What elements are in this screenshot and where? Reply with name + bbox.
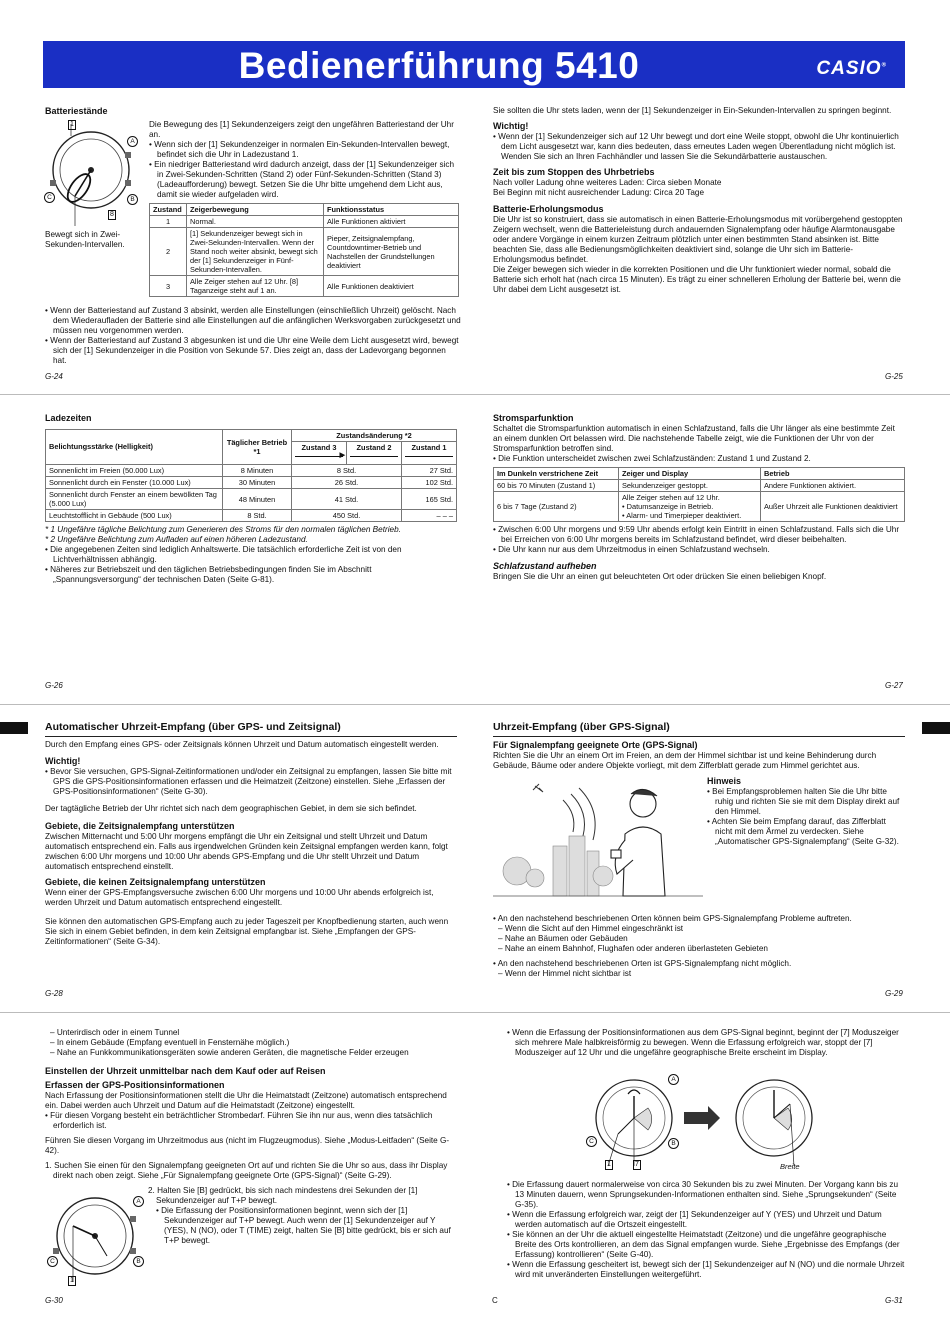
gps-problems: • An den nachstehend beschriebenen Orten können beim GPS-Signalempfang Probleme auftreten. – Wenn die Sicht auf den Himmel eingeschränkt ist – Nahe an Bäumen oder Gebäuden – Nahe an einem Bahnhof, Flughafen oder anderen überlasteten Gebieten • An den nachstehend beschriebenen Orten ist GPS-Signalempfang nicht möglich. – Wenn der Himmel nicht sichtbar ist	[493, 914, 852, 978]
table-row: Sonnenlicht durch Fenster an einem bewölkten Tag (5.000 Lux) 48 Minuten 41 Std. 165 Std.	[46, 489, 457, 510]
page-number-g26: G-26	[45, 681, 63, 690]
battery-heading: Batteriestände	[45, 106, 108, 116]
casio-logo: CASIO®	[816, 58, 887, 79]
watch-illustration	[45, 120, 137, 230]
page-number-g28: G-28	[45, 989, 63, 998]
table-row: 1 Normal. Alle Funktionen aktiviert	[150, 216, 459, 228]
marker-a: A	[668, 1074, 679, 1085]
divider	[0, 704, 950, 705]
table-row: 3 Alle Zeiger stehen auf 12 Uhr. [8] Taganzeige steht auf 1 an. Alle Funktionen deaktiviert	[150, 276, 459, 297]
marker-b: B	[668, 1138, 679, 1149]
divider	[0, 394, 950, 395]
table-row: Leuchtstofflicht in Gebäude (500 Lux) 8 Std. 450 Std. – – –	[46, 510, 457, 522]
marker-8: 8	[110, 211, 114, 218]
watch-illustration	[45, 1186, 145, 1286]
side-tab-right	[922, 722, 950, 734]
section-g30: – Unterirdisch oder in einem Tunnel – In einem Gebäude (Empfang eventuell in Fensternähe möglich.) – Nahe an Funkkommunikationsgeräten sowie anderen Geräten, die magnetische Felder erzeugen Einstellen der Uhrzeit unmittelbar nach dem Kauf oder auf Reisen Erfassen der GPS-Positionsinformationen Nach Erfassung der Positionsinformationen stellt die Uhr die Heimatstadt (Zeitzone) automatisch entsprechend ein. Dabei werden auch Uhrzeit und Datum auf die Heimatstadt (Zeitzone) eingestellt. • Für diesen Vorgang besteht ein beträchtlicher Strombedarf. Führen Sie ihn nur aus, wenn dies tatsächlich erforderlich ist. Führen Sie diesen Vorgang im Uhrzeitmodus aus (nicht im Flugzeugmodus). Siehe „Modus-Leitfaden“ (Seite G-42). 1. Suchen Sie einen für den Signalempfang geeigneten Ort auf und richten Sie die Uhr so aus, dass ihr Display direkt nach oben zeigt. Siehe „Für Signalempfang geeignete Orte (GPS-Signal)“ (Seite G-29).	[45, 1028, 450, 1180]
section-g31: • Wenn die Erfassung der Positionsinformationen aus dem GPS-Signal beginnt, beginnt der [7] Moduszeiger sich mehrere Male halbkreisförmig zu bewegen. Wenn die Erfassung erfolgreich war, stoppt der [7] Moduszeiger auf 12 Uhr und die ungefähre geographische Breite erscheint im Display.	[507, 1028, 899, 1057]
watch-sequence-illustration	[588, 1074, 828, 1174]
page-number-g25: G-25	[885, 372, 903, 381]
marker-1: 1	[607, 1161, 611, 1168]
side-tab-left	[0, 722, 28, 734]
divider	[0, 1012, 950, 1013]
page-number-g24: G-24	[45, 372, 63, 381]
section-g24	[45, 106, 461, 117]
marker-7: 7	[635, 1161, 639, 1168]
marker-1: 1	[70, 1277, 74, 1284]
watch-sequence-figure	[588, 1074, 828, 1174]
page-number-g27: G-27	[885, 681, 903, 690]
center-mark: C	[492, 1296, 498, 1305]
battery-table: Zustand Zeigerbewegung Funktionsstatus 1 Normal. Alle Funktionen aktiviert 2 [1] Sekundenzeiger bewegt sich in Zwei-Sekunden-Intervallen. Wenn der Stand noch weiter absinkt, bewegt sich der [1] Sekundenzeiger in Fünf-Sekunden-Intervallen. Pieper, Zeitsignalempfang, Countdowntimer-Betrieb und Nachstellen der Grundstellungen deaktiviert 3 Alle Zeiger stehen auf 12 Uhr. [8] Taganzeige steht auf 1 an. Alle Funktionen deaktiviert	[149, 203, 459, 297]
gps-illustration	[493, 776, 703, 906]
table-row: 60 bis 70 Minuten (Zustand 1) Sekundenzeiger gestoppt. Andere Funktionen aktiviert.	[494, 480, 905, 492]
gps-step2: 2. Halten Sie [B] gedrückt, bis sich nach mindestens drei Sekunden der [1] Sekundenzeiger auf T+P bewegt. • Die Erfassung der Positionsinformationen beginnt, wenn sich der [1] Sekundenzeiger auf T+P bewegt. Auch wenn der [1] Sekundenzeiger auf Y (YES), N (NO), oder T (TIME) zeigt, halten Sie [B] bitte gedrückt, bis er sich auf T+P bewegt.	[148, 1186, 451, 1245]
table-row: 2 [1] Sekundenzeiger bewegt sich in Zwei-Sekunden-Intervallen. Wenn der Stand noch weiter absinkt, bewegt sich der [1] Sekundenzeiger in Fünf-Sekunden-Intervallen. Pieper, Zeitsignalempfang, Countdowntimer-Betrieb und Nachstellen der Grundstellungen deaktiviert	[150, 228, 459, 276]
gps-results: • Die Erfassung dauert normalerweise von circa 30 Sekunden bis zu zwei Minuten. Der Vorgang kann bis zu 13 Minuten dauern, wenn Sprungsekunden-Informationen enthalten sind. Siehe „Sprungsekunden“ (Seite G-35). • Wenn die Erfassung erfolgreich war, zeigt der [1] Sekundenzeiger auf Y (YES) und Uhrzeit und Datum werden automatisch auf die Ortszeit eingestellt. • Sie können an der Uhr die aktuell eingestellte Heimatstadt (Zeitzone) und die ungefähre geographische Breite des Orts kontrollieren, an dem das Signal empfangen wurde. Siehe „Ergebnisse des Empfangs (der Erfassung) kontrollieren“ (Seite G-40). • Wenn die Erfassung gescheitert ist, bewegt sich der [1] Sekundenzeiger auf N (NO) und die normale Uhrzeit wird mit unveränderten Einstellungen weitergeführt.	[507, 1180, 905, 1279]
watch-caption: Bewegt sich in Zwei-Sekunden-Intervallen.	[45, 230, 125, 249]
marker-a: A	[127, 136, 138, 147]
marker-b: B	[127, 194, 138, 205]
page-title: Bedienerführung 5410	[238, 45, 640, 86]
table-row: Sonnenlicht im Freien (50.000 Lux) 8 Minuten 8 Std. 27 Std.	[46, 465, 457, 477]
breite-label: Breite	[780, 1162, 800, 1171]
battery-notes: • Wenn der Batteriestand auf Zustand 3 absinkt, werden alle Einstellungen (einschließlich Uhrzeit) gelöscht. Nach dem Wiederaufladen der Batterie sind alle Einstellungen auf die anfänglichen Werksvorgaben zurückgesetzt und müssen neu vorgenommen werden. • Wenn der Batteriestand auf Zustand 3 abgesunken ist und die Uhr eine Weile dem Licht ausgesetzt wird, bewegt sich der [1] Sekundenzeiger in die Position von Sekunde 57. Dies zeigt an, dass der Ladevorgang begonnen hat.	[45, 306, 461, 365]
marker-b: B	[133, 1256, 144, 1267]
marker-a: A	[133, 1196, 144, 1207]
section-g26: Ladezeiten Belichtungsstärke (Helligkeit) Täglicher Betrieb *1 Zustandsänderung *2 Zustand 3 ▶ Zustand 2 Zustand 1 Sonnenlicht im Freien (50.000 Lux) 8 Minuten 8 Std. 27 Std. Sonnenlicht durch ein Fenster (10.000 Lux) 30 Minuten 26 Std. 102 Std. Sonnenlicht durch Fenster an einem bewölkten Tag (5.000 Lux) 48 Minuten 41 Std. 165 Std. Leuchtstofflicht in Gebäude (500 Lux) 8 Std. 450 Std. – – – * 1 Ungefähre tägliche Belichtung zum Generieren des Stroms für den normalen täglichen Betrieb. * 2 Ungefähre Belichtung zum Aufladen auf einen höheren Ladezustand. • Die angegebenen Zeiten sind lediglich Anhaltswerte. Die tatsächlich erforderliche Zeit ist von den Lichtverhältnissen abhängig. • Näheres zur Betriebszeit und den täglichen Betriebsbedingungen finden Sie im Abschnitt „Spannungsversorgung“ der technischen Daten (Seite G-81).	[45, 413, 457, 585]
page-number-g31: G-31	[885, 1296, 903, 1305]
page-number-g30: G-30	[45, 1296, 63, 1305]
charging-table: Belichtungsstärke (Helligkeit) Täglicher Betrieb *1 Zustandsänderung *2 Zustand 3 ▶ Zustand 2 Zustand 1 Sonnenlicht im Freien (50.000 Lux) 8 Minuten 8 Std. 27 Std. Sonnenlicht durch ein Fenster (10.000 Lux) 30 Minuten 26 Std. 102 Std. Sonnenlicht durch Fenster an einem bewölkten Tag (5.000 Lux) 48 Minuten 41 Std. 165 Std. Leuchtstofflicht in Gebäude (500 Lux) 8 Std. 450 Std. – – –	[45, 429, 457, 522]
marker-c: C	[44, 192, 55, 203]
section-g29: Uhrzeit-Empfang (über GPS-Signal) Für Signalempfang geeignete Orte (GPS-Signal) Richten Sie die Uhr an einem Ort im Freien, an dem der Himmel sichtbar ist und keine Behinderung durch Gebäude, Bäume oder andere Objekte vorliegt, mit dem Zifferblatt gerade zum Himmel gerichtet aus.	[493, 721, 905, 771]
table-row: Sonnenlicht durch ein Fenster (10.000 Lux) 30 Minuten 26 Std. 102 Std.	[46, 477, 457, 489]
marker-c: C	[47, 1256, 58, 1267]
table-row: 6 bis 7 Tage (Zustand 2) Alle Zeiger stehen auf 12 Uhr. • Datumsanzeige in Betrieb. • Alarm- und Timerpieper deaktiviert. Außer Uhrzeit alle Funktionen deaktiviert	[494, 492, 905, 522]
watch-figure-gps	[45, 1186, 145, 1286]
power-save-table: Im Dunkeln verstrichene Zeit Zeiger und Display Betrieb 60 bis 70 Minuten (Zustand 1) Sekundenzeiger gestoppt. Andere Funktionen aktiviert. 6 bis 7 Tage (Zustand 2) Alle Zeiger stehen auf 12 Uhr. • Datumsanzeige in Betrieb. • Alarm- und Timerpieper deaktiviert. Außer Uhrzeit alle Funktionen deaktiviert	[493, 467, 905, 522]
section-g25: Sie sollten die Uhr stets laden, wenn der [1] Sekundenzeiger in Ein-Sekunden-Intervallen zu springen beginnt. Wichtig! • Wenn der [1] Sekundenzeiger sich auf 12 Uhr bewegt und dort eine Weile stoppt, obwohl die Uhr kontinuierlich dem Licht ausgesetzt war, kann dies bedeuten, dass erneutes Laden wegen Überentladung nicht möglich ist. Wenden Sie sich an Ihren Fachhändler und lassen Sie die Sekundärbatterie austauschen. Zeit bis zum Stoppen des Uhrbetriebs Nach voller Ladung ohne weiteres Laden: Circa sieben Monate Bei Beginn mit nicht ausreichender Ladung: Circa 20 Tage Batterie-Erholungsmodus Die Uhr ist so konstruiert, dass sie automatisch in einen Batterie-Erholungsmodus mit vorübergehend gestoppten Zeigern wechselt, wenn die Batterieleistung durch andauernden Signalempfang oder häufige Alarmtonausgabe oder andere Vorgänge in einem kurzen Zeitraum plötzlich unter einen bestimmten Stand absinken ist. Bitte beachten Sie, dass alle Bedienungsmöglichkeiten deaktiviert sind, solange die Uhr sich im Batterie-Erholungsmodus befindet. Die Zeiger bewegen sich wieder in die korrekten Positionen und die Uhr funktioniert wieder normal, sobald die Batterie sich erholt hat (nach circa 15 Minuten). Es trägt zu einer schnelleren Erholung der Batterie bei, wenn die Uhr dabei dem Licht ausgesetzt ist.	[493, 106, 903, 294]
person-sky-icon	[493, 776, 703, 906]
marker-c: C	[586, 1136, 597, 1147]
section-g28: Automatischer Uhrzeit-Empfang (über GPS- und Zeitsignal) Durch den Empfang eines GPS- oder Zeitsignals können Uhrzeit und Datum automatisch eingestellt werden. Wichtig! • Bevor Sie versuchen, GPS-Signal-Zeitinformationen und/oder ein Zeitsignal zu empfangen, lassen Sie bitte mit GPS die GPS-Positionsinformationen erfassen und die Heimatzeit (Zeitzone) einstellen. Siehe „Erfassen der GPS-Positionsinformationen“ (Seite G-30). Der tagtägliche Betrieb der Uhr richtet sich nach dem geographischen Gebiet, in dem sie sich befindet. Gebiete, die Zeitsignalempfang unterstützen Zwischen Mitternacht und 5:00 Uhr morgens empfängt die Uhr ein Zeitsignal und stellt Uhrzeit und Datum automatisch entsprechend ein. Falls aus irgendwelchen Gründen kein Zeitsignal empfangen werden kann, folgt zwischen 6:00 Uhr morgens und 10:00 Uhr abends GPS-Empfang und die Uhr stellt Uhrzeit und Datum automatisch entsprechend einstellt. Gebiete, die keinen Zeitsignalempfang unterstützen Wenn einer der GPS-Empfangsversuche zwischen 6:00 Uhr morgens und 10:00 Uhr abends erfolgreich ist, werden Uhrzeit und Datum automatisch entsprechend eingestellt. Sie können den automatischen GPS-Empfang auch zu jeder Tageszeit per Knopfbedienung starten, auch wenn Sie sich in einem Gebiet befinden, in dem kein Zeitsignal empfangbar ist. Siehe „Empfangen der GPS-Zeitinformationen“ (Seite G-34).	[45, 721, 457, 947]
header-banner	[43, 41, 905, 88]
page-number-g29: G-29	[885, 989, 903, 998]
battery-text: Die Bewegung des [1] Sekundenzeigers zeigt den ungefähren Batteriestand der Uhr an. • Wenn sich der [1] Sekundenzeiger in normalen Ein-Sekunden-Intervallen bewegt, befindet sich die Uhr in Ladezustand 1. • Ein niedriger Batteriestand wird dadurch anzeigt, dass der [1] Sekundenzeiger sich in Zwei-Sekunden-Schritten (Stand 2) oder Fünf-Sekunden-Schritten (Stand 3) (Ladeaufforderung) bewegt. Setzen Sie die Uhr bitte umgehend dem Licht aus, damit sie wieder aufgeladen wird. Zustand Zeigerbewegung Funktionsstatus 1 Normal. Alle Funktionen aktiviert 2 [1] Sekundenzeiger bewegt sich in Zwei-Sekunden-Intervallen. Wenn der Stand noch weiter absinkt, bewegt sich der [1] Sekundenzeiger in Fünf-Sekunden-Intervallen. Pieper, Zeitsignalempfang, Countdowntimer-Betrieb und Nachstellen der Grundstellungen deaktiviert 3 Alle Zeiger stehen auf 12 Uhr. [8] Taganzeige steht auf 1 an. Alle Funktionen deaktiviert	[149, 120, 459, 297]
gps-hint: Hinweis • Bei Empfangsproblemen halten Sie die Uhr bitte ruhig und richten Sie sie mit dem Display direkt auf den Himmel. • Achten Sie beim Empfang darauf, das Zifferblatt nicht mit dem Ärmel zu verdecken. Siehe „Automatischer GPS-Signalempfang“ (Seite G-32).	[707, 776, 900, 846]
marker-1: 1	[70, 121, 74, 128]
section-g27: Stromsparfunktion Schaltet die Stromsparfunktion automatisch in einen Schlafzustand, falls die Uhr länger als eine bestimmte Zeit an einem dunklen Ort belassen wird. Die nachstehende Tabelle zeigt, wie die Funktionen der Uhr von der Stromsparfunktion betroffen sind. • Die Funktion unterscheidet zwischen zwei Schlafzuständen: Zustand 1 und Zustand 2. Im Dunkeln verstrichene Zeit Zeiger und Display Betrieb 60 bis 70 Minuten (Zustand 1) Sekundenzeiger gestoppt. Andere Funktionen aktiviert. 6 bis 7 Tage (Zustand 2) Alle Zeiger stehen auf 12 Uhr. • Datumsanzeige in Betrieb. • Alarm- und Timerpieper deaktiviert. Außer Uhrzeit alle Funktionen deaktiviert • Zwischen 6:00 Uhr morgens und 9:59 Uhr abends erfolgt kein Eintritt in einen Schlafzustand. Falls sich die Uhr bei Erreichen von 6:00 Uhr morgens bereits im Schlafzustand befindet, wird dieser beibehalten. • Die Uhr kann nur aus dem Uhrzeitmodus in einen Schlafzustand wechseln. Schlafzustand aufheben Bringen Sie die Uhr an einen gut beleuchteten Ort oder drücken Sie einen beliebigen Knopf.	[493, 413, 905, 582]
